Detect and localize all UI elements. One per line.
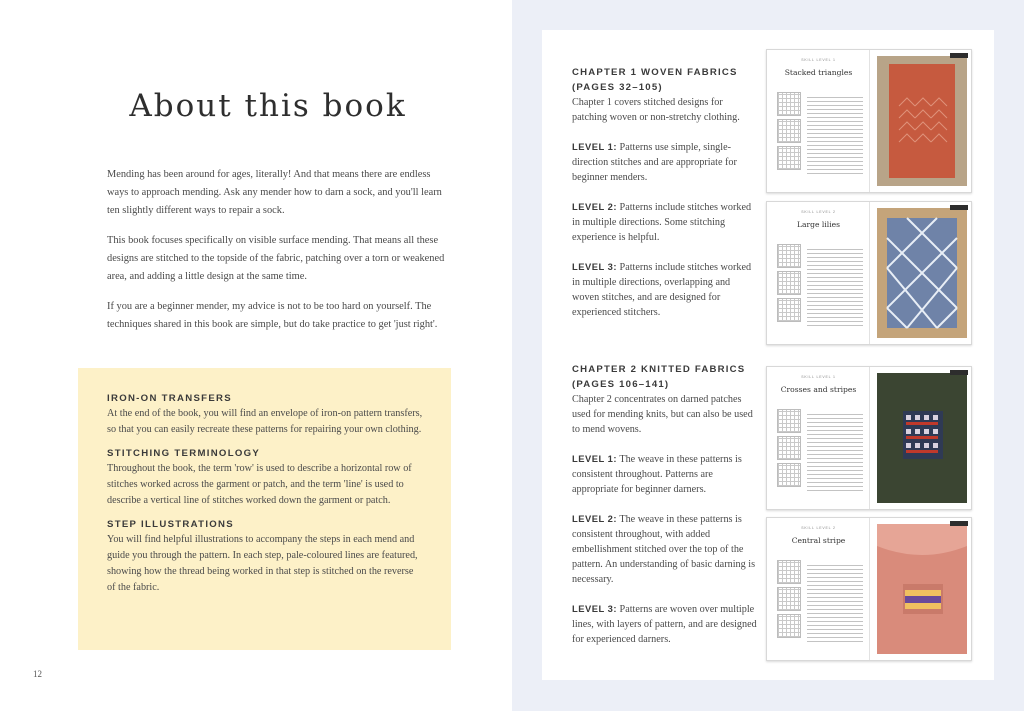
info-heading: STITCHING TERMINOLOGY bbox=[107, 448, 261, 459]
level-text: Patterns include stitches worked in multiple directions, overlapping and woven stitches, and are designed for experienced stitchers. bbox=[572, 262, 752, 318]
spread-thumbnail bbox=[766, 49, 972, 193]
intro-paragraph: If you are a beginner mender, my advice is not to be too hard on yourself. The techniques shared in this book are simple, but do take practice to get 'just right'. bbox=[107, 301, 438, 330]
spread-tag bbox=[950, 370, 968, 375]
chapter-pages: (PAGES 106–141) bbox=[572, 379, 670, 390]
spread-thumbnail bbox=[766, 366, 972, 510]
level-entry bbox=[572, 601, 757, 647]
level-entry bbox=[572, 451, 757, 497]
spread-text-lines bbox=[807, 94, 863, 174]
spread-tag bbox=[950, 521, 968, 526]
spread-right-page bbox=[871, 367, 971, 509]
info-section-illustrations bbox=[107, 518, 423, 596]
level-text: The weave in these patterns is consistent throughout. Patterns are appropriate for beginner darners. bbox=[572, 454, 742, 495]
spread-thumbnail bbox=[766, 517, 972, 661]
info-body: You will find helpful illustrations to accompany the steps in each mend and guide you through the pattern. In each step, pale-coloured lines are featured, showing how the thread being worked in that step is stitched on the reverse of the fabric. bbox=[107, 534, 418, 593]
spread-title: Central stripe bbox=[791, 536, 846, 545]
spread-kicker: SKILL LEVEL 1 bbox=[801, 375, 836, 379]
chapter-1-block bbox=[572, 65, 757, 334]
mend-photo bbox=[877, 373, 967, 503]
page-title: About this book bbox=[129, 88, 407, 124]
intro-paragraph: This book focuses specifically on visible surface mending. That means all these designs are stitched to the topside of the fabric, patching over a torn or weakened area, and adding a little design at the same time. bbox=[107, 235, 445, 282]
spread-right-page bbox=[871, 202, 971, 344]
intro-paragraph: Mending has been around for ages, literally! And that means there are endless ways to approach mending. Ask any mender how to darn a sock, and you'll learn ten slightly different ways to repair a sock. bbox=[107, 169, 442, 216]
level-label: LEVEL 3: bbox=[572, 603, 617, 614]
mend-photo bbox=[877, 524, 967, 654]
info-body: At the end of the book, you will find an envelope of iron-on pattern transfers, so that you can easily recreate these patterns for repairing your own clothing. bbox=[107, 408, 423, 435]
spread-left-page bbox=[767, 518, 870, 660]
spread-left-page bbox=[767, 202, 870, 344]
spread-left-page bbox=[767, 367, 870, 509]
spread-title: Crosses and stripes bbox=[780, 385, 857, 394]
level-text: Patterns are woven over multiple lines, with layers of pattern, and are designed for experienced darners. bbox=[572, 604, 757, 645]
chapter-description: Chapter 1 covers stitched designs for patching woven or non-stretchy clothing. bbox=[572, 97, 740, 123]
chapter-heading: CHAPTER 1 WOVEN FABRICS bbox=[572, 67, 738, 78]
spread-kicker: SKILL LEVEL 2 bbox=[801, 210, 836, 214]
spread-title: Stacked triangles bbox=[784, 68, 853, 77]
spread-text-lines bbox=[807, 562, 863, 642]
info-section-iron-on bbox=[107, 392, 423, 438]
step-illustrations bbox=[777, 244, 801, 325]
spread-text-lines bbox=[807, 411, 863, 491]
level-entry bbox=[572, 259, 757, 320]
spread-text-lines bbox=[807, 246, 863, 326]
level-text: Patterns use simple, single-direction stitches and are appropriate for beginner menders. bbox=[572, 142, 737, 183]
level-text: The weave in these patterns is consistent throughout, with added embellishment stitched over the top of the pattern. An understanding of basic darning is necessary. bbox=[572, 514, 756, 585]
step-illustrations bbox=[777, 560, 801, 641]
info-heading: STEP ILLUSTRATIONS bbox=[107, 519, 234, 530]
page-number: 12 bbox=[33, 669, 42, 679]
spread-left-page bbox=[767, 50, 870, 192]
spread-right-page bbox=[871, 50, 971, 192]
level-label: LEVEL 2: bbox=[572, 201, 617, 212]
level-label: LEVEL 3: bbox=[572, 261, 617, 272]
info-box bbox=[78, 368, 451, 650]
spread-kicker: SKILL LEVEL 1 bbox=[801, 58, 836, 62]
chapter-pages: (PAGES 32–105) bbox=[572, 82, 663, 93]
spread-right-page bbox=[871, 518, 971, 660]
info-heading: IRON-ON TRANSFERS bbox=[107, 393, 232, 404]
level-entry bbox=[572, 511, 757, 587]
level-entry bbox=[572, 199, 757, 245]
level-text: Patterns include stitches worked in multiple directions. Some stitching experience is helpful. bbox=[572, 202, 752, 243]
mend-photo bbox=[877, 208, 967, 338]
intro-text bbox=[107, 166, 447, 346]
spread-tag bbox=[950, 53, 968, 58]
info-section-terminology bbox=[107, 447, 423, 509]
spread-kicker: SKILL LEVEL 2 bbox=[801, 526, 836, 530]
step-illustrations bbox=[777, 409, 801, 490]
level-label: LEVEL 1: bbox=[572, 141, 617, 152]
chapter-2-block bbox=[572, 362, 757, 661]
chapter-description: Chapter 2 concentrates on darned patches used for mending knits, but can also be used to mend wovens. bbox=[572, 394, 753, 435]
spread-title: Large lilies bbox=[796, 220, 841, 229]
chapter-heading: CHAPTER 2 KNITTED FABRICS bbox=[572, 364, 746, 375]
level-label: LEVEL 2: bbox=[572, 513, 617, 524]
mend-photo bbox=[877, 56, 967, 186]
spread-thumbnail bbox=[766, 201, 972, 345]
spread-tag bbox=[950, 205, 968, 210]
step-illustrations bbox=[777, 92, 801, 173]
info-body: Throughout the book, the term 'row' is used to describe a horizontal row of stitches worked across the garment or patch, and the term 'line' is used to describe a vertical line of stitches worked down the garment or patch. bbox=[107, 463, 412, 506]
level-entry bbox=[572, 139, 757, 185]
level-label: LEVEL 1: bbox=[572, 453, 617, 464]
